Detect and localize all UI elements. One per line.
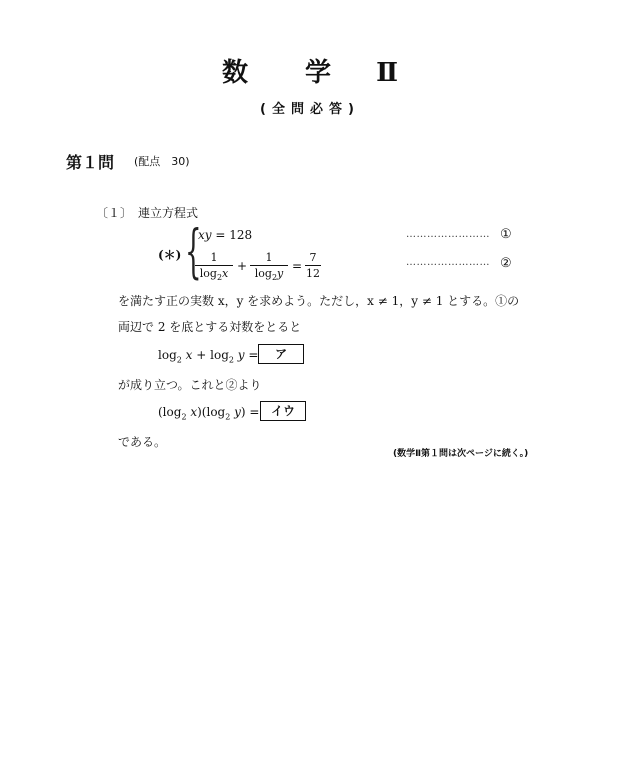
body-text-line-2: 両辺で 2 を底とする対数をとると — [118, 320, 302, 334]
disp2-var-1: x — [186, 405, 198, 419]
fraction-1-var: x — [222, 267, 229, 280]
fraction-1-numerator: 1 — [210, 251, 218, 264]
page-subtitle: (全問必答) — [260, 102, 360, 117]
fraction-2-denominator — [250, 266, 288, 282]
plus-sign: + — [237, 259, 248, 273]
disp1-base-2: 2 — [228, 355, 234, 365]
fraction-7-over-12 — [305, 251, 321, 280]
leader-dots-2: …………………… — [406, 257, 490, 268]
title-char-2: 学 — [305, 58, 332, 88]
equation-1 — [198, 228, 252, 242]
fraction-1-base: 2 — [216, 273, 223, 283]
disp1-var-2: y — [233, 348, 245, 362]
part-label: 〔１〕 連立方程式 — [96, 206, 199, 220]
display-equation-2 — [158, 405, 259, 421]
disp2-base-2: 2 — [225, 412, 231, 422]
disp2-base-1: 2 — [181, 412, 187, 422]
equation-1-rhs: = 128 — [215, 228, 253, 242]
disp1-equals: = — [244, 348, 259, 362]
leader-dots-1: …………………… — [406, 229, 490, 240]
disp2-open: (log — [158, 405, 182, 419]
disp1-base-1: 2 — [176, 355, 182, 365]
fraction-2-base: 2 — [271, 273, 278, 283]
fraction-2-var: y — [277, 267, 284, 280]
equation-marker-1: ① — [500, 227, 512, 242]
continuation-note: (数学Ⅱ第１問は次ページに続く。) — [393, 449, 529, 459]
disp1-log-2: log — [210, 348, 229, 362]
fraction-1-log: log — [199, 267, 217, 280]
page-title — [0, 52, 620, 89]
disp1-log-1: log — [158, 348, 177, 362]
question-points: (配点 30) — [134, 155, 190, 168]
disp1-plus: + — [192, 348, 211, 362]
equation-marker-2: ② — [500, 256, 512, 271]
disp2-close: ) = — [240, 405, 260, 419]
fraction-1-denominator — [195, 266, 233, 282]
body-text-line-4: である。 — [118, 435, 167, 449]
fraction-3-denominator: 12 — [306, 267, 320, 280]
disp2-mid: )(log — [197, 405, 226, 419]
display-equation-1 — [158, 348, 258, 364]
fraction-2-log: log — [254, 267, 272, 280]
disp1-var-1: x — [181, 348, 193, 362]
title-char-1: 数 — [221, 58, 248, 88]
system-label: (＊) — [158, 248, 182, 262]
fraction-2-numerator: 1 — [265, 251, 273, 264]
left-brace-icon: { — [185, 217, 202, 285]
equation-1-lhs: xy — [198, 228, 212, 242]
fraction-1-over-log2x — [195, 251, 233, 282]
equals-sign: = — [292, 259, 303, 273]
disp2-var-2: y — [230, 405, 241, 419]
body-text-line-1: を満たす正の実数 x，y を求めよう。ただし，x ≠ 1，y ≠ 1 とする。①の — [118, 294, 520, 308]
body-text-line-3: が成り立つ。これと②より — [118, 378, 262, 392]
answer-box-a: ア — [258, 344, 304, 364]
question-title: 第１問 — [66, 153, 115, 172]
fraction-3-numerator: 7 — [309, 251, 317, 264]
title-roman-numeral: Ⅱ — [376, 58, 399, 88]
fraction-1-over-log2y — [250, 251, 288, 282]
answer-box-iu: イウ — [260, 401, 306, 421]
